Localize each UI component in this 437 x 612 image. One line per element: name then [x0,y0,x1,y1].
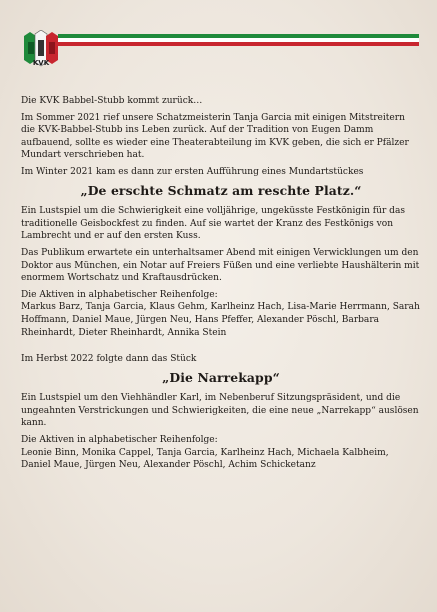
autumn-intro: Im Herbst 2022 folgte dann das Stück [21,354,197,365]
play1-cast-list: Markus Barz, Tanja Garcia, Klaus Gehm, Karlheinz Hach, Lisa-Marie Herrmann, Sarah Hoffmann, Daniel Maue, Jürgen Neu, Hans Pfeffer, Alexander Pöschl, Barbara Rheinhardt, Dieter Rheinhardt, Annika Stein [21,302,420,338]
red-stripe [58,42,419,46]
play1-cast-label: Die Aktiven in alphabetischer Reihenfolge: [21,289,218,300]
intro-paragraph: Im Sommer 2021 rief unsere Schatzmeisterin Tanja Garcia mit einigen Mitstreitern die KVK-Babbel-Stubb ins Leben zurück. Auf der Tradition von Eugen Damm aufbauend, sollte es wieder eine Theaterabteilung im KVK geben, die sich er Pfälzer Mundart verschrieben hat. [21,112,409,161]
play2-description: Ein Lustspiel um den Viehhändler Karl, im Nebenberuf Sitzungspräsident, und die ungeahnten Verstrickungen und Schwierigkeiten, die eine neue „Narrekapp“ auslösen kann. [21,393,419,429]
document-body [21,95,421,476]
document-heading: Die KVK Babbel-Stubb kommt zurück… [21,96,203,106]
play2-title: „Die Narrekapp“ [162,369,280,385]
header-flag-stripes [0,30,437,60]
kvk-logo-icon [20,30,62,68]
play2-cast-list: Leonie Binn, Monika Cappel, Tanja Garcia, Karlheinz Hach, Michaela Kalbheim, Daniel Maue, Jürgen Neu, Alexander Pöschl, Achim Schicketanz [21,447,389,471]
play1-audience: Das Publikum erwartete ein unterhaltsamer Abend mit einigen Verwicklungen um den Doktor aus München, ein Notar auf Freiers Füßen und eine verliebte Haushälterin mit enormem Wortschatz und Kraftausdrücken. [21,247,420,284]
play2-cast-label: Die Aktiven in alphabetischer Reihenfolge: [21,435,218,446]
play1-description: Ein Lustspiel um die Schwierigkeit eine volljährige, ungeküsste Festkönigin für das traditionelle Geisbockfest zu finden. Auf sie wartet der Kranz des Festkönigs von Lambrecht und er auf den ersten Kuss. [21,206,405,242]
winter-intro: Im Winter 2021 kam es dann zur ersten Aufführung eines Mundartstückes [21,166,364,177]
section-gap [21,343,421,353]
svg-text:KVK: KVK [32,59,50,67]
play1-title: „De erschte Schmatz am reschte Platz.“ [80,182,362,198]
